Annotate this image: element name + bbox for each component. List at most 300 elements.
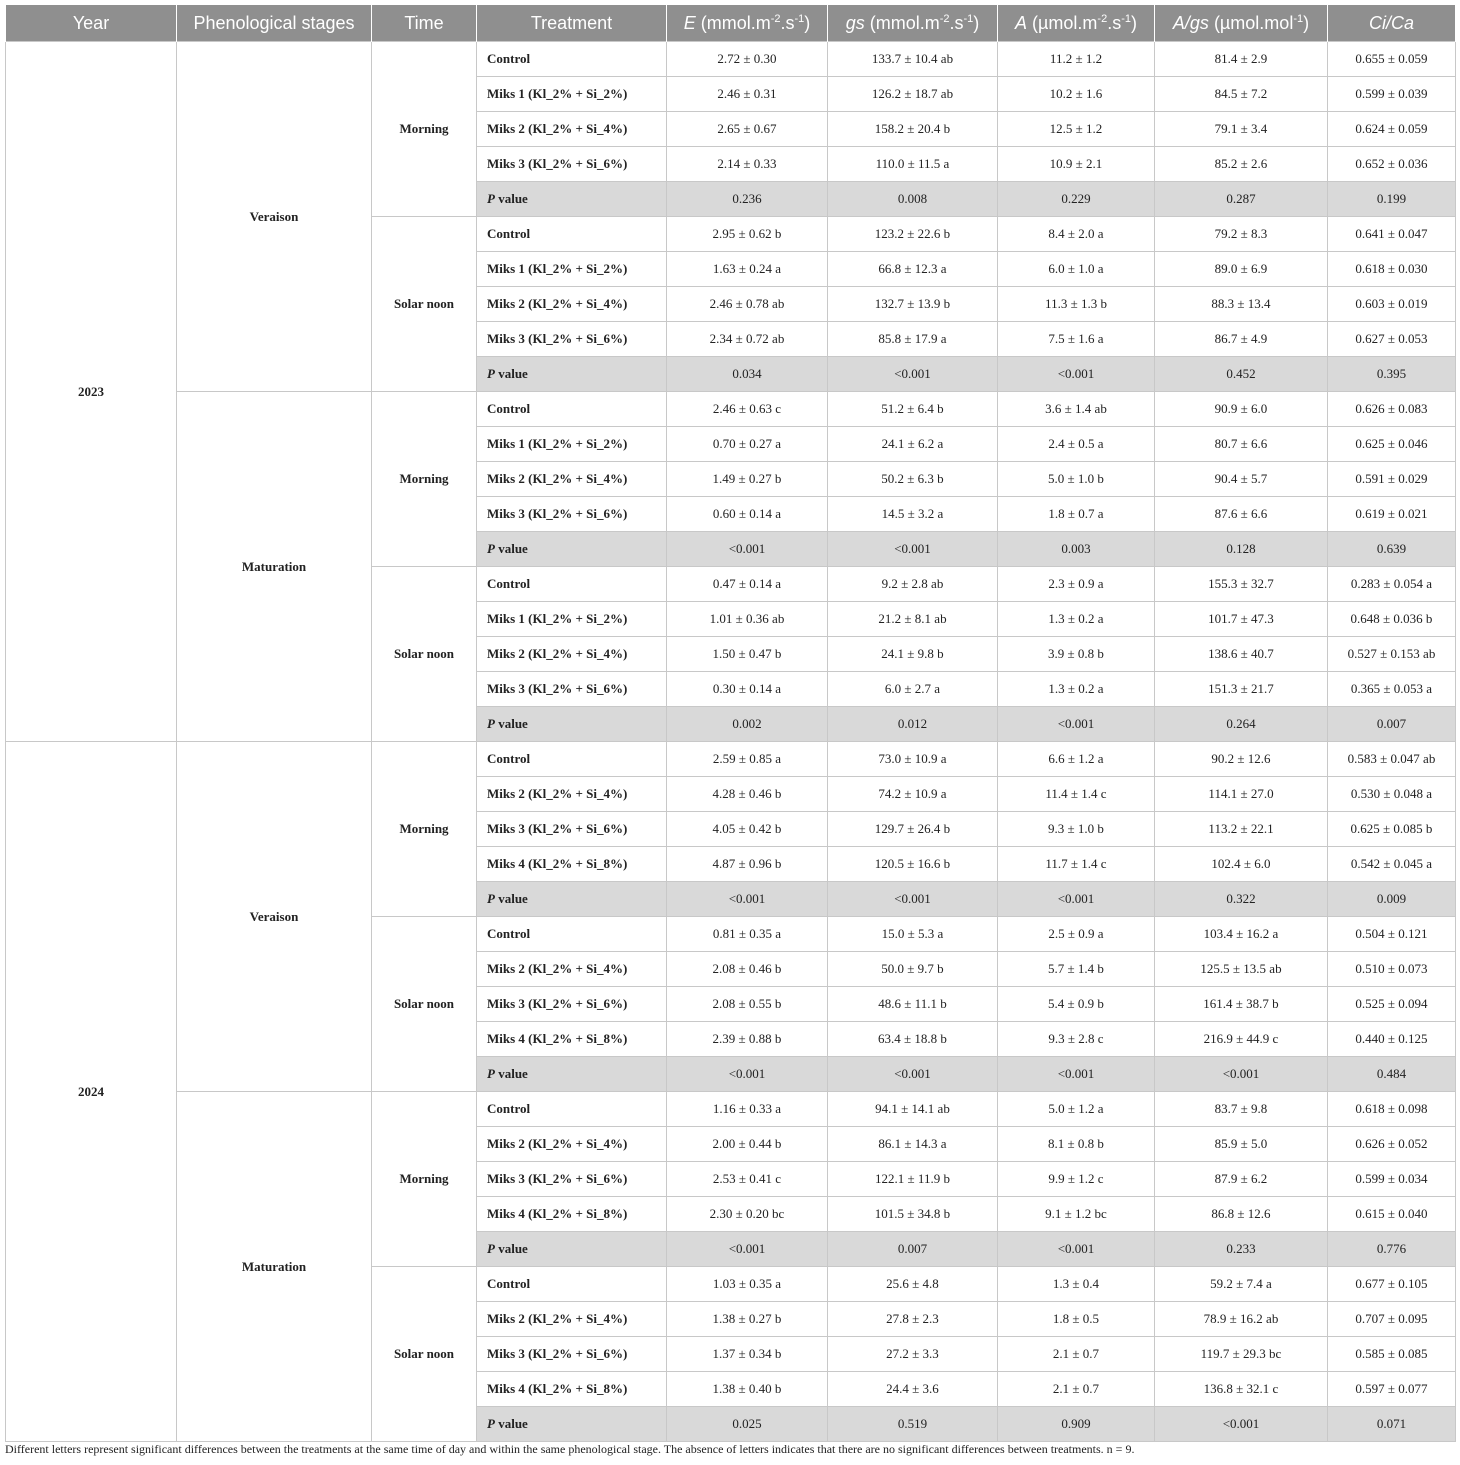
value-cell-a: 6.0 ± 1.0 a (998, 252, 1155, 287)
value-cell-cica: 0.641 ± 0.047 (1328, 217, 1456, 252)
time-cell: Morning (372, 392, 477, 567)
p-value-label-rest: value (494, 541, 528, 556)
p-value-label (477, 182, 667, 217)
value-cell-e: 1.38 ± 0.40 b (667, 1372, 828, 1407)
p-value-cell-e: <0.001 (667, 882, 828, 917)
value-cell-ags: 59.2 ± 7.4 a (1155, 1267, 1328, 1302)
table-row (6, 392, 1456, 427)
p-value-cell-cica: 0.199 (1328, 182, 1456, 217)
value-cell-cica: 0.677 ± 0.105 (1328, 1267, 1456, 1302)
p-value-cell-e: <0.001 (667, 1232, 828, 1267)
value-cell-gs: 132.7 ± 13.9 b (828, 287, 998, 322)
p-value-cell-gs: <0.001 (828, 532, 998, 567)
value-cell-ags: 216.9 ± 44.9 c (1155, 1022, 1328, 1057)
treatment-cell: Miks 1 (Kl_2% + Si_2%) (477, 252, 667, 287)
p-value-label (477, 882, 667, 917)
value-cell-cica: 0.707 ± 0.095 (1328, 1302, 1456, 1337)
p-value-cell-gs: <0.001 (828, 357, 998, 392)
p-value-cell-gs: <0.001 (828, 1057, 998, 1092)
p-value-label-italic: P (487, 1416, 495, 1431)
time-cell: Morning (372, 1092, 477, 1267)
value-cell-cica: 0.627 ± 0.053 (1328, 322, 1456, 357)
time-cell: Solar noon (372, 217, 477, 392)
header-time: Time (372, 5, 477, 42)
value-cell-cica: 0.626 ± 0.083 (1328, 392, 1456, 427)
header-cica-var: Ci/Ca (1368, 12, 1414, 33)
p-value-cell-e: 0.025 (667, 1407, 828, 1442)
header-assimilation (998, 5, 1155, 42)
value-cell-a: 11.3 ± 1.3 b (998, 287, 1155, 322)
p-value-cell-gs: 0.519 (828, 1407, 998, 1442)
p-value-cell-ags: 0.287 (1155, 182, 1328, 217)
value-cell-cica: 0.530 ± 0.048 a (1328, 777, 1456, 812)
p-value-label-rest: value (494, 366, 528, 381)
p-value-label-rest: value (494, 1066, 528, 1081)
p-value-label-italic: P (487, 891, 495, 906)
value-cell-e: 2.72 ± 0.30 (667, 42, 828, 77)
p-value-cell-gs: 0.008 (828, 182, 998, 217)
value-cell-ags: 83.7 ± 9.8 (1155, 1092, 1328, 1127)
p-value-cell-gs: 0.012 (828, 707, 998, 742)
value-cell-e: 1.63 ± 0.24 a (667, 252, 828, 287)
header-a-var: A (1015, 12, 1028, 33)
value-cell-gs: 25.6 ± 4.8 (828, 1267, 998, 1302)
value-cell-a: 11.4 ± 1.4 c (998, 777, 1155, 812)
value-cell-gs: 85.8 ± 17.9 a (828, 322, 998, 357)
value-cell-cica: 0.625 ± 0.046 (1328, 427, 1456, 462)
value-cell-e: 4.28 ± 0.46 b (667, 777, 828, 812)
p-value-cell-ags: 0.452 (1155, 357, 1328, 392)
value-cell-e: 2.14 ± 0.33 (667, 147, 828, 182)
header-a-unit-post: ) (1130, 12, 1137, 33)
value-cell-e: 2.46 ± 0.63 c (667, 392, 828, 427)
treatment-cell: Control (477, 917, 667, 952)
p-value-cell-cica: 0.776 (1328, 1232, 1456, 1267)
value-cell-ags: 80.7 ± 6.6 (1155, 427, 1328, 462)
value-cell-a: 9.3 ± 2.8 c (998, 1022, 1155, 1057)
value-cell-e: 0.81 ± 0.35 a (667, 917, 828, 952)
header-e-unit-pre: (mmol.m (695, 12, 771, 33)
value-cell-ags: 161.4 ± 38.7 b (1155, 987, 1328, 1022)
header-gs-unit-post: ) (973, 12, 980, 33)
treatment-cell: Control (477, 1267, 667, 1302)
p-value-cell-cica: 0.639 (1328, 532, 1456, 567)
header-e-unit-mid: .s (780, 12, 795, 33)
table-row (6, 1092, 1456, 1127)
p-value-label (477, 1232, 667, 1267)
treatment-cell: Miks 3 (Kl_2% + Si_6%) (477, 1337, 667, 1372)
treatment-cell: Miks 1 (Kl_2% + Si_2%) (477, 77, 667, 112)
value-cell-a: 8.1 ± 0.8 b (998, 1127, 1155, 1162)
value-cell-e: 1.37 ± 0.34 b (667, 1337, 828, 1372)
value-cell-e: 4.05 ± 0.42 b (667, 812, 828, 847)
value-cell-e: 1.38 ± 0.27 b (667, 1302, 828, 1337)
value-cell-e: 2.00 ± 0.44 b (667, 1127, 828, 1162)
value-cell-cica: 0.615 ± 0.040 (1328, 1197, 1456, 1232)
treatment-cell: Miks 4 (Kl_2% + Si_8%) (477, 1197, 667, 1232)
value-cell-a: 2.3 ± 0.9 a (998, 567, 1155, 602)
value-cell-e: 1.01 ± 0.36 ab (667, 602, 828, 637)
table-row (6, 42, 1456, 77)
value-cell-gs: 74.2 ± 10.9 a (828, 777, 998, 812)
value-cell-e: 2.30 ± 0.20 bc (667, 1197, 828, 1232)
value-cell-e: 2.46 ± 0.31 (667, 77, 828, 112)
value-cell-gs: 51.2 ± 6.4 b (828, 392, 998, 427)
treatment-cell: Control (477, 217, 667, 252)
value-cell-ags: 79.2 ± 8.3 (1155, 217, 1328, 252)
p-value-label (477, 1057, 667, 1092)
value-cell-cica: 0.618 ± 0.030 (1328, 252, 1456, 287)
value-cell-gs: 86.1 ± 14.3 a (828, 1127, 998, 1162)
value-cell-ags: 103.4 ± 16.2 a (1155, 917, 1328, 952)
p-value-cell-cica: 0.395 (1328, 357, 1456, 392)
value-cell-e: 0.47 ± 0.14 a (667, 567, 828, 602)
value-cell-a: 11.7 ± 1.4 c (998, 847, 1155, 882)
value-cell-a: 1.3 ± 0.2 a (998, 602, 1155, 637)
value-cell-cica: 0.652 ± 0.036 (1328, 147, 1456, 182)
value-cell-cica: 0.510 ± 0.073 (1328, 952, 1456, 987)
header-water-use-efficiency (1155, 5, 1328, 42)
treatment-cell: Miks 3 (Kl_2% + Si_6%) (477, 497, 667, 532)
header-gs-sup2: -1 (963, 12, 974, 25)
value-cell-e: 2.39 ± 0.88 b (667, 1022, 828, 1057)
p-value-label-italic: P (487, 191, 495, 206)
value-cell-gs: 6.0 ± 2.7 a (828, 672, 998, 707)
value-cell-cica: 0.618 ± 0.098 (1328, 1092, 1456, 1127)
value-cell-cica: 0.624 ± 0.059 (1328, 112, 1456, 147)
p-value-cell-cica: 0.484 (1328, 1057, 1456, 1092)
p-value-label-italic: P (487, 541, 495, 556)
value-cell-ags: 84.5 ± 7.2 (1155, 77, 1328, 112)
value-cell-a: 10.9 ± 2.1 (998, 147, 1155, 182)
gas-exchange-table (5, 5, 1456, 1442)
p-value-cell-cica: 0.009 (1328, 882, 1456, 917)
header-gs-unit-mid: .s (949, 12, 964, 33)
value-cell-cica: 0.585 ± 0.085 (1328, 1337, 1456, 1372)
p-value-label-rest: value (494, 1241, 528, 1256)
value-cell-gs: 63.4 ± 18.8 b (828, 1022, 998, 1057)
value-cell-gs: 66.8 ± 12.3 a (828, 252, 998, 287)
phenological-stage-cell: Veraison (177, 742, 372, 1092)
treatment-cell: Miks 2 (Kl_2% + Si_4%) (477, 112, 667, 147)
value-cell-gs: 94.1 ± 14.1 ab (828, 1092, 998, 1127)
value-cell-e: 2.59 ± 0.85 a (667, 742, 828, 777)
value-cell-gs: 24.1 ± 6.2 a (828, 427, 998, 462)
value-cell-a: 1.8 ± 0.7 a (998, 497, 1155, 532)
header-a-unit-pre: (µmol.m (1027, 12, 1098, 33)
p-value-cell-a: 0.229 (998, 182, 1155, 217)
p-value-label (477, 1407, 667, 1442)
header-ags-sup1: -1 (1293, 12, 1304, 25)
treatment-cell: Control (477, 742, 667, 777)
value-cell-e: 2.46 ± 0.78 ab (667, 287, 828, 322)
value-cell-ags: 138.6 ± 40.7 (1155, 637, 1328, 672)
value-cell-e: 2.95 ± 0.62 b (667, 217, 828, 252)
treatment-cell: Miks 4 (Kl_2% + Si_8%) (477, 1372, 667, 1407)
treatment-cell: Miks 2 (Kl_2% + Si_4%) (477, 952, 667, 987)
value-cell-e: 4.87 ± 0.96 b (667, 847, 828, 882)
treatment-cell: Miks 3 (Kl_2% + Si_6%) (477, 672, 667, 707)
year-cell: 2023 (6, 42, 177, 742)
treatment-cell: Miks 2 (Kl_2% + Si_4%) (477, 1127, 667, 1162)
header-e-sup2: -1 (794, 12, 805, 25)
value-cell-cica: 0.504 ± 0.121 (1328, 917, 1456, 952)
value-cell-ags: 89.0 ± 6.9 (1155, 252, 1328, 287)
value-cell-a: 2.1 ± 0.7 (998, 1372, 1155, 1407)
value-cell-gs: 50.2 ± 6.3 b (828, 462, 998, 497)
p-value-cell-cica: 0.007 (1328, 707, 1456, 742)
p-value-cell-e: 0.236 (667, 182, 828, 217)
p-value-label-rest: value (494, 891, 528, 906)
p-value-cell-a: <0.001 (998, 1057, 1155, 1092)
treatment-cell: Control (477, 392, 667, 427)
header-treatment: Treatment (477, 5, 667, 42)
p-value-cell-a: 0.003 (998, 532, 1155, 567)
value-cell-cica: 0.625 ± 0.085 b (1328, 812, 1456, 847)
header-a-unit-mid: .s (1107, 12, 1122, 33)
value-cell-cica: 0.440 ± 0.125 (1328, 1022, 1456, 1057)
value-cell-cica: 0.597 ± 0.077 (1328, 1372, 1456, 1407)
value-cell-e: 1.49 ± 0.27 b (667, 462, 828, 497)
treatment-cell: Miks 4 (Kl_2% + Si_8%) (477, 1022, 667, 1057)
value-cell-gs: 120.5 ± 16.6 b (828, 847, 998, 882)
treatment-cell: Control (477, 42, 667, 77)
header-year: Year (6, 5, 177, 42)
treatment-cell: Miks 3 (Kl_2% + Si_6%) (477, 147, 667, 182)
p-value-label (477, 707, 667, 742)
value-cell-gs: 48.6 ± 11.1 b (828, 987, 998, 1022)
value-cell-e: 2.65 ± 0.67 (667, 112, 828, 147)
p-value-label-rest: value (494, 1416, 528, 1431)
value-cell-a: 5.0 ± 1.0 b (998, 462, 1155, 497)
header-e-sup1: -2 (770, 12, 781, 25)
value-cell-gs: 14.5 ± 3.2 a (828, 497, 998, 532)
p-value-label (477, 357, 667, 392)
value-cell-a: 9.1 ± 1.2 bc (998, 1197, 1155, 1232)
results-table-container (5, 5, 1455, 1442)
value-cell-cica: 0.655 ± 0.059 (1328, 42, 1456, 77)
value-cell-a: 6.6 ± 1.2 a (998, 742, 1155, 777)
header-gs-sup1: -2 (939, 12, 950, 25)
value-cell-ags: 87.9 ± 6.2 (1155, 1162, 1328, 1197)
treatment-cell: Miks 3 (Kl_2% + Si_6%) (477, 987, 667, 1022)
value-cell-gs: 21.2 ± 8.1 ab (828, 602, 998, 637)
value-cell-cica: 0.591 ± 0.029 (1328, 462, 1456, 497)
p-value-cell-e: <0.001 (667, 532, 828, 567)
treatment-cell: Miks 3 (Kl_2% + Si_6%) (477, 322, 667, 357)
value-cell-ags: 136.8 ± 32.1 c (1155, 1372, 1328, 1407)
phenological-stage-cell: Maturation (177, 1092, 372, 1442)
p-value-cell-e: <0.001 (667, 1057, 828, 1092)
header-row (6, 5, 1456, 42)
value-cell-cica: 0.619 ± 0.021 (1328, 497, 1456, 532)
value-cell-e: 2.34 ± 0.72 ab (667, 322, 828, 357)
value-cell-gs: 73.0 ± 10.9 a (828, 742, 998, 777)
value-cell-ags: 101.7 ± 47.3 (1155, 602, 1328, 637)
time-cell: Solar noon (372, 567, 477, 742)
header-ags-unit-post: ) (1303, 12, 1310, 33)
header-e-var: E (683, 12, 696, 33)
treatment-cell: Control (477, 1092, 667, 1127)
value-cell-a: 5.4 ± 0.9 b (998, 987, 1155, 1022)
value-cell-ags: 90.2 ± 12.6 (1155, 742, 1328, 777)
value-cell-ags: 86.8 ± 12.6 (1155, 1197, 1328, 1232)
treatment-cell: Miks 3 (Kl_2% + Si_6%) (477, 1162, 667, 1197)
value-cell-a: 3.9 ± 0.8 b (998, 637, 1155, 672)
value-cell-cica: 0.626 ± 0.052 (1328, 1127, 1456, 1162)
value-cell-cica: 0.599 ± 0.039 (1328, 77, 1456, 112)
p-value-cell-gs: <0.001 (828, 882, 998, 917)
value-cell-a: 11.2 ± 1.2 (998, 42, 1155, 77)
value-cell-gs: 27.2 ± 3.3 (828, 1337, 998, 1372)
value-cell-a: 2.4 ± 0.5 a (998, 427, 1155, 462)
p-value-cell-gs: 0.007 (828, 1232, 998, 1267)
value-cell-a: 1.8 ± 0.5 (998, 1302, 1155, 1337)
value-cell-a: 9.9 ± 1.2 c (998, 1162, 1155, 1197)
value-cell-e: 0.30 ± 0.14 a (667, 672, 828, 707)
p-value-label-rest: value (494, 191, 528, 206)
time-cell: Solar noon (372, 1267, 477, 1442)
header-ci-ca (1328, 5, 1456, 42)
p-value-label (477, 532, 667, 567)
p-value-label-italic: P (487, 366, 495, 381)
p-value-label-italic: P (487, 716, 495, 731)
value-cell-ags: 113.2 ± 22.1 (1155, 812, 1328, 847)
value-cell-ags: 151.3 ± 21.7 (1155, 672, 1328, 707)
table-row (6, 742, 1456, 777)
value-cell-gs: 27.8 ± 2.3 (828, 1302, 998, 1337)
value-cell-a: 2.5 ± 0.9 a (998, 917, 1155, 952)
p-value-cell-a: <0.001 (998, 1232, 1155, 1267)
value-cell-gs: 24.4 ± 3.6 (828, 1372, 998, 1407)
value-cell-cica: 0.603 ± 0.019 (1328, 287, 1456, 322)
value-cell-ags: 86.7 ± 4.9 (1155, 322, 1328, 357)
value-cell-a: 12.5 ± 1.2 (998, 112, 1155, 147)
header-stomatal-conductance (828, 5, 998, 42)
p-value-cell-a: 0.909 (998, 1407, 1155, 1442)
treatment-cell: Miks 2 (Kl_2% + Si_4%) (477, 637, 667, 672)
treatment-cell: Miks 2 (Kl_2% + Si_4%) (477, 777, 667, 812)
p-value-label-rest: value (494, 716, 528, 731)
treatment-cell: Miks 1 (Kl_2% + Si_2%) (477, 427, 667, 462)
value-cell-a: 1.3 ± 0.4 (998, 1267, 1155, 1302)
value-cell-cica: 0.583 ± 0.047 ab (1328, 742, 1456, 777)
value-cell-ags: 88.3 ± 13.4 (1155, 287, 1328, 322)
header-a-sup2: -1 (1121, 12, 1131, 25)
value-cell-e: 1.03 ± 0.35 a (667, 1267, 828, 1302)
value-cell-a: 3.6 ± 1.4 ab (998, 392, 1155, 427)
value-cell-a: 8.4 ± 2.0 a (998, 217, 1155, 252)
treatment-cell: Control (477, 567, 667, 602)
value-cell-gs: 123.2 ± 22.6 b (828, 217, 998, 252)
treatment-cell: Miks 3 (Kl_2% + Si_6%) (477, 812, 667, 847)
value-cell-e: 0.60 ± 0.14 a (667, 497, 828, 532)
value-cell-ags: 125.5 ± 13.5 ab (1155, 952, 1328, 987)
p-value-cell-e: 0.002 (667, 707, 828, 742)
value-cell-e: 1.50 ± 0.47 b (667, 637, 828, 672)
p-value-label-italic: P (487, 1241, 495, 1256)
time-cell: Solar noon (372, 917, 477, 1092)
value-cell-gs: 50.0 ± 9.7 b (828, 952, 998, 987)
p-value-cell-a: <0.001 (998, 882, 1155, 917)
p-value-cell-a: <0.001 (998, 707, 1155, 742)
p-value-label-italic: P (487, 1066, 495, 1081)
year-cell: 2024 (6, 742, 177, 1442)
value-cell-gs: 24.1 ± 9.8 b (828, 637, 998, 672)
table-footnote: Different letters represent significant differences between the treatments at the same time of day and within the same phenological stage. The absence of letters indicates that there are no significant differences between treatments. n = 9. (5, 1442, 1135, 1456)
value-cell-gs: 15.0 ± 5.3 a (828, 917, 998, 952)
value-cell-cica: 0.525 ± 0.094 (1328, 987, 1456, 1022)
value-cell-ags: 102.4 ± 6.0 (1155, 847, 1328, 882)
value-cell-ags: 119.7 ± 29.3 bc (1155, 1337, 1328, 1372)
value-cell-e: 2.08 ± 0.46 b (667, 952, 828, 987)
value-cell-gs: 9.2 ± 2.8 ab (828, 567, 998, 602)
value-cell-cica: 0.599 ± 0.034 (1328, 1162, 1456, 1197)
p-value-cell-a: <0.001 (998, 357, 1155, 392)
value-cell-a: 1.3 ± 0.2 a (998, 672, 1155, 707)
time-cell: Morning (372, 42, 477, 217)
value-cell-gs: 126.2 ± 18.7 ab (828, 77, 998, 112)
value-cell-ags: 90.4 ± 5.7 (1155, 462, 1328, 497)
header-ags-unit-pre: (µmol.mol (1208, 12, 1294, 33)
value-cell-gs: 101.5 ± 34.8 b (828, 1197, 998, 1232)
value-cell-cica: 0.365 ± 0.053 a (1328, 672, 1456, 707)
value-cell-gs: 122.1 ± 11.9 b (828, 1162, 998, 1197)
p-value-cell-ags: 0.264 (1155, 707, 1328, 742)
p-value-cell-cica: 0.071 (1328, 1407, 1456, 1442)
value-cell-ags: 85.9 ± 5.0 (1155, 1127, 1328, 1162)
value-cell-cica: 0.527 ± 0.153 ab (1328, 637, 1456, 672)
value-cell-gs: 129.7 ± 26.4 b (828, 812, 998, 847)
value-cell-ags: 85.2 ± 2.6 (1155, 147, 1328, 182)
treatment-cell: Miks 2 (Kl_2% + Si_4%) (477, 1302, 667, 1337)
value-cell-a: 2.1 ± 0.7 (998, 1337, 1155, 1372)
value-cell-a: 5.7 ± 1.4 b (998, 952, 1155, 987)
header-e-unit-post: ) (804, 12, 811, 33)
header-phenological-stages: Phenological stages (177, 5, 372, 42)
header-gs-unit-pre: (mmol.m (864, 12, 940, 33)
value-cell-ags: 87.6 ± 6.6 (1155, 497, 1328, 532)
value-cell-a: 10.2 ± 1.6 (998, 77, 1155, 112)
treatment-cell: Miks 2 (Kl_2% + Si_4%) (477, 462, 667, 497)
phenological-stage-cell: Veraison (177, 42, 372, 392)
p-value-cell-ags: 0.128 (1155, 532, 1328, 567)
header-transpiration (667, 5, 828, 42)
value-cell-gs: 133.7 ± 10.4 ab (828, 42, 998, 77)
value-cell-ags: 78.9 ± 16.2 ab (1155, 1302, 1328, 1337)
value-cell-e: 1.16 ± 0.33 a (667, 1092, 828, 1127)
header-ags-var: A/gs (1172, 12, 1209, 33)
value-cell-e: 2.08 ± 0.55 b (667, 987, 828, 1022)
time-cell: Morning (372, 742, 477, 917)
phenological-stage-cell: Maturation (177, 392, 372, 742)
p-value-cell-ags: 0.233 (1155, 1232, 1328, 1267)
treatment-cell: Miks 1 (Kl_2% + Si_2%) (477, 602, 667, 637)
header-a-sup1: -2 (1097, 12, 1108, 25)
p-value-cell-ags: <0.001 (1155, 1057, 1328, 1092)
treatment-cell: Miks 4 (Kl_2% + Si_8%) (477, 847, 667, 882)
p-value-cell-e: 0.034 (667, 357, 828, 392)
value-cell-ags: 114.1 ± 27.0 (1155, 777, 1328, 812)
value-cell-e: 0.70 ± 0.27 a (667, 427, 828, 462)
p-value-cell-ags: 0.322 (1155, 882, 1328, 917)
value-cell-a: 5.0 ± 1.2 a (998, 1092, 1155, 1127)
value-cell-ags: 79.1 ± 3.4 (1155, 112, 1328, 147)
value-cell-ags: 81.4 ± 2.9 (1155, 42, 1328, 77)
value-cell-cica: 0.542 ± 0.045 a (1328, 847, 1456, 882)
value-cell-gs: 158.2 ± 20.4 b (828, 112, 998, 147)
value-cell-cica: 0.283 ± 0.054 a (1328, 567, 1456, 602)
